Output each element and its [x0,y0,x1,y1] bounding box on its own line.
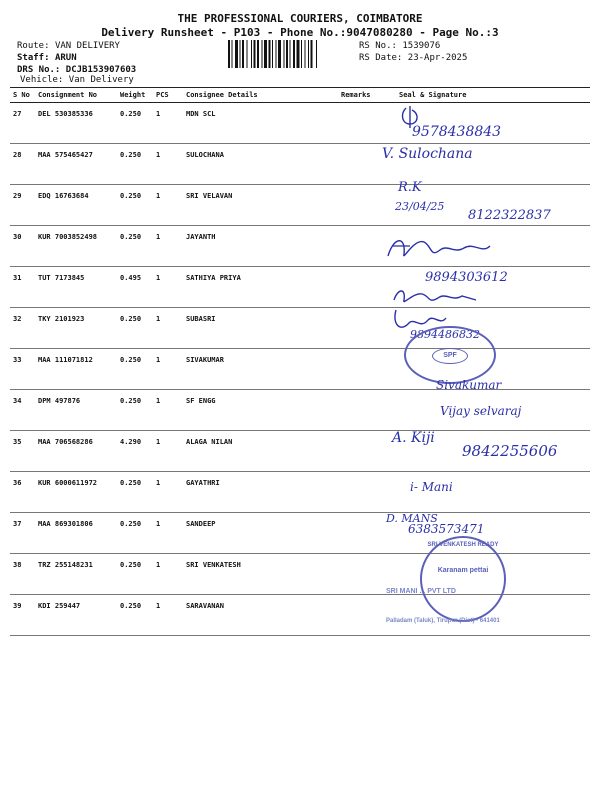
row-pcs: 1 [156,233,161,241]
row-pcs: 1 [156,315,161,323]
table-row [10,349,590,390]
row-weight: 0.250 [120,561,142,569]
row-consignee: GAYATHRI [186,479,220,487]
table-row [10,226,590,267]
row-consignment: TRZ 255148231 [38,561,93,569]
handwriting-29b: 23/04/25 [395,200,445,213]
handwriting-34b: Vijay selvaraj [440,404,522,418]
row-sno: 37 [13,520,22,528]
table-row [10,103,590,144]
row-sno: 30 [13,233,22,241]
row-consignee: ALAGA NILAN [186,438,233,446]
rs-no-value: 1539076 [402,41,441,51]
row-weight: 0.250 [120,520,142,528]
row-pcs: 1 [156,438,161,446]
drs-value: DCJB153907603 [65,65,137,75]
handwriting-33: 9894486832 [410,328,480,341]
table-row [10,308,590,349]
rs-no-label: RS No.: [359,41,397,51]
row-weight: 0.250 [120,356,142,364]
col-sno: S No [10,88,35,103]
table-row [10,472,590,513]
handwriting-37a: D. MANS [386,512,438,525]
rect-stamp-line1: SRI MANI ... PVT LTD [386,588,456,595]
col-consignee: Consignee Details [183,88,338,103]
rs-date-label: RS Date: [359,53,403,63]
staff-info [17,53,77,63]
row-consignment: TUT 7173845 [38,274,85,282]
row-sno: 38 [13,561,22,569]
row-consignee: SF ENGG [186,397,216,405]
row-sno: 28 [13,151,22,159]
row-sno: 35 [13,438,22,446]
route-value: VAN DELIVERY [54,41,120,51]
col-weight: Weight [117,88,153,103]
handwriting-36: i- Mani [410,480,453,494]
handwriting-35b: 9842255606 [462,442,558,460]
drs-label: DRS No.: [17,65,61,75]
row-weight: 0.250 [120,151,142,159]
row-sno: 32 [13,315,22,323]
row-pcs: 1 [156,561,161,569]
row-weight: 0.495 [120,274,142,282]
row-weight: 0.250 [120,192,142,200]
col-pcs: PCS [153,88,183,103]
row-weight: 0.250 [120,233,142,241]
row-pcs: 1 [156,274,161,282]
table-header-row [10,88,590,103]
handwriting-37b: 6383573471 [408,522,485,536]
round-stamp-1 [404,326,496,384]
round-stamp-2-center: Karanam pettai [437,567,489,574]
col-consignment: Consignment No [35,88,117,103]
handwriting-27: 9578438843 [412,124,502,140]
row-pcs: 1 [156,110,161,118]
handwriting-29c: 8122322837 [468,208,551,223]
row-consignee: SIVAKUMAR [186,356,224,364]
row-consignment: DEL 530385336 [38,110,93,118]
handwriting-31: 9894303612 [425,270,508,285]
row-weight: 0.250 [120,479,142,487]
row-sno: 39 [13,602,22,610]
row-consignee: SULOCHANA [186,151,224,159]
handwriting-35a: A. Kiji [392,430,435,446]
row-consignment: KDI 259447 [38,602,81,610]
row-consignment: MAA 706568286 [38,438,93,446]
vehicle-info [20,75,134,85]
runsheet-table [10,87,590,636]
row-weight: 0.250 [120,315,142,323]
row-consignee: SRI VELAVAN [186,192,233,200]
row-consignment: KUR 6000611972 [38,479,98,487]
drs-info [17,65,136,75]
rs-no-info [359,41,440,51]
handwriting-29a: R.K [398,180,422,195]
rect-stamp-line2: Palladam (Taluk), Tirupur (Dist) - 641401 [386,618,500,624]
row-weight: 0.250 [120,397,142,405]
vehicle-value: Van Delivery [68,75,134,85]
signature-scribble-31 [390,284,480,306]
table-row [10,595,590,636]
row-consignment: EDQ 16763684 [38,192,89,200]
rs-date-value: 23-Apr-2025 [407,53,468,63]
row-pcs: 1 [156,356,161,364]
row-sno: 29 [13,192,22,200]
row-sno: 31 [13,274,22,282]
col-remarks: Remarks [338,88,396,103]
row-pcs: 1 [156,151,161,159]
round-stamp-2-ring: SRI VENKATESH READY [427,542,499,548]
row-pcs: 1 [156,397,161,405]
barcode [228,40,354,68]
vehicle-label: Vehicle: [20,75,64,85]
rs-date-info [359,53,467,63]
row-consignment: DPM 497876 [38,397,81,405]
row-pcs: 1 [156,602,161,610]
route-info [17,41,120,51]
table-row [10,144,590,185]
row-pcs: 1 [156,479,161,487]
row-pcs: 1 [156,520,161,528]
row-consignment: KUR 7003852498 [38,233,98,241]
row-consignee: MDN SCL [186,110,216,118]
staff-value: ARUN [54,53,77,63]
row-sno: 34 [13,397,22,405]
row-consignment: MAA 111071812 [38,356,93,364]
row-weight: 0.250 [120,602,142,610]
row-consignee: SANDEEP [186,520,216,528]
row-consignment: TKY 2101923 [38,315,85,323]
row-consignee: SUBASRI [186,315,216,323]
col-signature: Seal & Signature [396,88,590,103]
row-consignee: SRI VENKATESH [186,561,241,569]
row-sno: 33 [13,356,22,364]
row-consignee: JAYANTH [186,233,216,241]
row-consignee: SATHIYA PRIYA [186,274,241,282]
handwriting-28: V. Sulochana [382,146,473,162]
row-consignment: MAA 575465427 [38,151,93,159]
row-consignee: SARAVANAN [186,602,224,610]
row-weight: 4.290 [120,438,142,446]
round-stamp-2 [420,536,506,622]
route-label: Route: [17,41,50,51]
row-sno: 27 [13,110,22,118]
runsheet-subtitle: Delivery Runsheet - P103 - Phone No.:9047080280 - Page No.:3 [101,26,499,39]
row-sno: 36 [13,479,22,487]
staff-label: Staff: [17,53,50,63]
row-consignment: MAA 869301806 [38,520,93,528]
handwriting-34a: Sivakumar [436,378,502,392]
company-title: THE PROFESSIONAL COURIERS, COIMBATORE [177,12,423,25]
row-weight: 0.250 [120,110,142,118]
signature-scribble-30 [384,232,494,268]
round-stamp-1-center: SPF [432,348,468,364]
row-pcs: 1 [156,192,161,200]
